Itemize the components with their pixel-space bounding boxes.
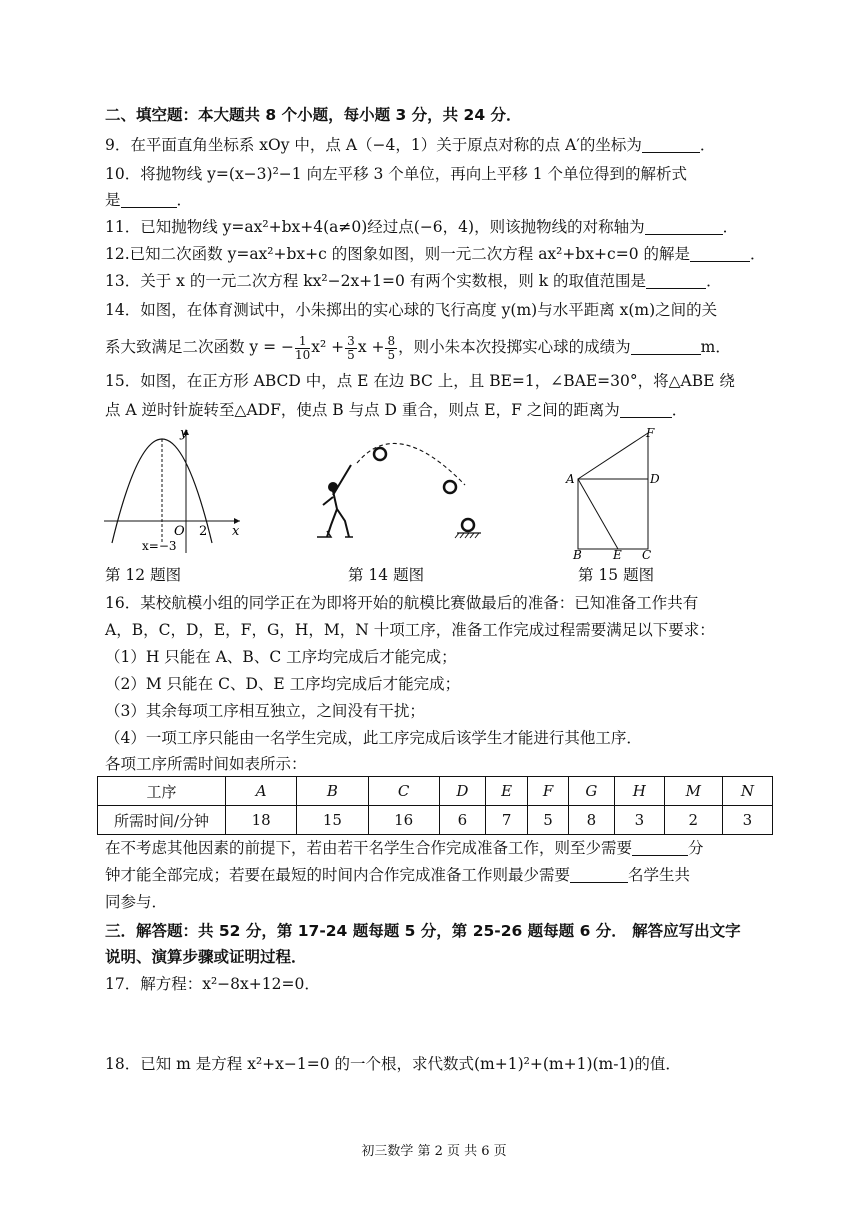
q14-mid2: x + <box>357 338 385 356</box>
process-time-table <box>97 776 773 835</box>
fig15-square-abcd <box>578 479 648 549</box>
fig15-label-d: D <box>650 472 660 486</box>
question-15-line1: 15．如图，在正方形 ABCD 中，点 E 在边 BC 上，且 BE=1，∠BAE=30°，将△ABE 绕 <box>105 372 735 390</box>
q14-prefix: 系大致满足二次函数 y = − <box>105 338 295 356</box>
fraction-1-10 <box>295 335 310 362</box>
table-head-process: 工序 <box>98 777 226 806</box>
section3-header-line1: 三．解答题：共 52 分，第 17-24 题每题 5 分，第 25-26 题每题 6 分． 解答应写出文字 <box>105 922 741 940</box>
q10-answer-blank[interactable] <box>121 191 177 208</box>
figure-14-shot-put <box>305 425 490 560</box>
fig15-label-e: E <box>613 548 622 560</box>
q11-end: ． <box>722 218 739 236</box>
figure-12-parabola <box>100 425 248 557</box>
question-16-cond3: （3）其余每项工序相互独立，之间没有干扰； <box>105 702 425 720</box>
caption-fig-12: 第 12 题图 <box>105 566 182 584</box>
question-15-line2 <box>105 399 687 421</box>
q13-answer-blank[interactable] <box>646 272 706 289</box>
frac2-num: 3 <box>347 333 355 348</box>
fraction-3-5 <box>345 335 357 362</box>
caption-fig-14: 第 14 题图 <box>348 566 425 584</box>
table-row-process <box>98 777 773 806</box>
q14-unit: m． <box>700 338 731 356</box>
q9-end: ． <box>699 136 716 154</box>
table-cell: 3 <box>614 806 664 835</box>
table-cell: G <box>568 777 614 806</box>
question-12 <box>105 243 766 265</box>
figure-15-square <box>560 425 680 560</box>
q15-answer-blank[interactable] <box>620 401 672 418</box>
table-cell: 7 <box>485 806 527 835</box>
q10-prefix: 是 <box>105 191 121 209</box>
question-18: 18．已知 m 是方程 x²+x−1=0 的一个根，求代数式(m+1)²+(m+1)(m-1)的值． <box>105 1055 681 1073</box>
q15-text: 点 A 逆时针旋转至△ADF，使点 B 与点 D 重合，则点 E，F 之间的距离为 <box>105 401 620 419</box>
q12-answer-blank[interactable] <box>690 245 750 262</box>
q12-end: ． <box>749 245 766 263</box>
question-9 <box>105 134 715 156</box>
fig12-origin-label: O <box>174 524 185 539</box>
q16-after1-text: 在不考虑其他因素的前提下，若由若干名学生合作完成准备工作，则至少需要 <box>105 839 633 857</box>
fig12-x-label: x <box>232 524 240 539</box>
question-10-line1: 10．将抛物线 y=(x−3)²−1 向左平移 3 个单位，再向上平移 1 个单位得到的解析式 <box>105 165 688 183</box>
question-10-line2 <box>105 189 192 211</box>
fig12-root-label: 2 <box>199 524 208 539</box>
q9-text: 9．在平面直角坐标系 xOy 中，点 A（−4，1）关于原点对称的点 A′的坐标为 <box>105 136 642 154</box>
fig15-label-c: C <box>642 548 652 560</box>
table-cell: B <box>297 777 368 806</box>
table-cell: F <box>528 777 569 806</box>
table-cell: 16 <box>368 806 439 835</box>
q16-answer-blank-1[interactable] <box>632 839 688 856</box>
q10-end: ． <box>176 191 193 209</box>
question-17: 17．解方程：x²−8x+12=0． <box>105 975 320 993</box>
q16-answer-blank-2[interactable] <box>570 866 628 883</box>
table-cell: N <box>722 777 772 806</box>
table-cell: 8 <box>568 806 614 835</box>
frac1-num: 1 <box>295 335 310 349</box>
question-16-line1: 16．某校航模小组的同学正在为即将开始的航模比赛做最后的准备：已知准备工作共有 <box>105 594 699 612</box>
table-cell: 3 <box>722 806 772 835</box>
frac1-den: 10 <box>295 347 311 362</box>
section3-header-line2: 说明、演算步骤或证明过程． <box>105 948 307 966</box>
fig15-segment-af <box>578 433 648 479</box>
fig15-segment-ae <box>578 479 618 549</box>
question-16-line2: A，B，C，D，E，F，G，H，M，N 十项工序，准备工作完成过程需要满足以下要求： <box>105 621 715 639</box>
q14-mid1: x² + <box>311 338 345 356</box>
q16-after2-text: 钟才能全部完成；若要在最短的时间内合作完成准备工作则最少需要 <box>105 866 571 884</box>
q14-suffix: ，则小朱本次投掷实心球的成绩为 <box>398 338 631 356</box>
table-cell: 15 <box>297 806 368 835</box>
section2-header: 二、填空题：本大题共 8 个小题，每小题 3 分，共 24 分． <box>105 106 522 124</box>
fig14-ball-2 <box>444 481 456 493</box>
question-13 <box>105 270 722 292</box>
question-16-cond1: （1）H 只能在 A、B、C 工序均完成后才能完成； <box>105 648 457 666</box>
fig14-ball-3 <box>462 519 474 531</box>
fig15-label-a: A <box>566 472 575 486</box>
q14-answer-blank[interactable] <box>631 338 701 355</box>
q11-text: 11．已知抛物线 y=ax²+bx+4(a≠0)经过点(−6，4)，则该抛物线的对称轴为 <box>105 218 645 236</box>
question-16-cond2: （2）M 只能在 C、D、E 工序均完成后才能完成； <box>105 675 461 693</box>
table-cell: 2 <box>664 806 722 835</box>
question-16-cond4: （4）一项工序只能由一名学生完成，此工序完成后该学生才能进行其他工序． <box>105 729 642 747</box>
table-head-time: 所需时间/分钟 <box>98 806 226 835</box>
caption-fig-15: 第 15 题图 <box>578 566 655 584</box>
table-cell: H <box>614 777 664 806</box>
fig14-trajectory <box>357 443 465 485</box>
fig14-ground-hatch <box>455 533 479 538</box>
table-cell: 18 <box>226 806 297 835</box>
table-cell: E <box>485 777 527 806</box>
table-cell: C <box>368 777 439 806</box>
q13-end: ． <box>706 272 722 290</box>
fraction-8-5 <box>385 335 397 362</box>
q11-answer-blank[interactable] <box>645 218 723 235</box>
q12-text: 12.已知二次函数 y=ax²+bx+c 的图象如图，则一元二次方程 ax²+bx+c=0 的解是 <box>105 245 690 263</box>
fig12-y-label: y <box>180 426 188 441</box>
question-11 <box>105 216 738 238</box>
q15-end: ． <box>671 401 688 419</box>
question-16-after2 <box>105 864 690 886</box>
question-14-line2 <box>105 330 731 364</box>
frac2-den: 5 <box>347 347 355 362</box>
table-cell: A <box>226 777 297 806</box>
fig14-athlete <box>317 465 353 537</box>
question-16-after3: 同参与． <box>105 893 168 911</box>
question-14-line1: 14．如图，在体育测试中，小朱掷出的实心球的飞行高度 y(m)与水平距离 x(m)之间的关 <box>105 301 718 319</box>
table-cell: D <box>439 777 485 806</box>
fig15-label-f: F <box>646 426 655 440</box>
page-footer: 初三数学 第 2 页 共 6 页 <box>361 1144 507 1159</box>
q16-after1-suffix: 分 <box>688 839 704 857</box>
table-row-time <box>98 806 773 835</box>
q9-answer-blank[interactable] <box>642 136 700 153</box>
frac3-den: 5 <box>387 347 396 362</box>
frac3-num: 8 <box>387 333 396 348</box>
q16-after2-suffix: 名学生共 <box>628 866 691 884</box>
q13-text: 13．关于 x 的一元二次方程 kx²−2x+1=0 有两个实数根，则 k 的取值范围是 <box>105 272 647 290</box>
table-cell: M <box>664 777 722 806</box>
question-16-after1 <box>105 837 704 859</box>
fig12-axis-label: x=−3 <box>142 539 177 553</box>
table-cell: 5 <box>528 806 569 835</box>
fig14-ball-1 <box>374 448 386 460</box>
question-16-table-intro: 各项工序所需时间如表所示： <box>105 755 307 773</box>
table-cell: 6 <box>439 806 485 835</box>
fig15-label-b: B <box>573 548 582 560</box>
